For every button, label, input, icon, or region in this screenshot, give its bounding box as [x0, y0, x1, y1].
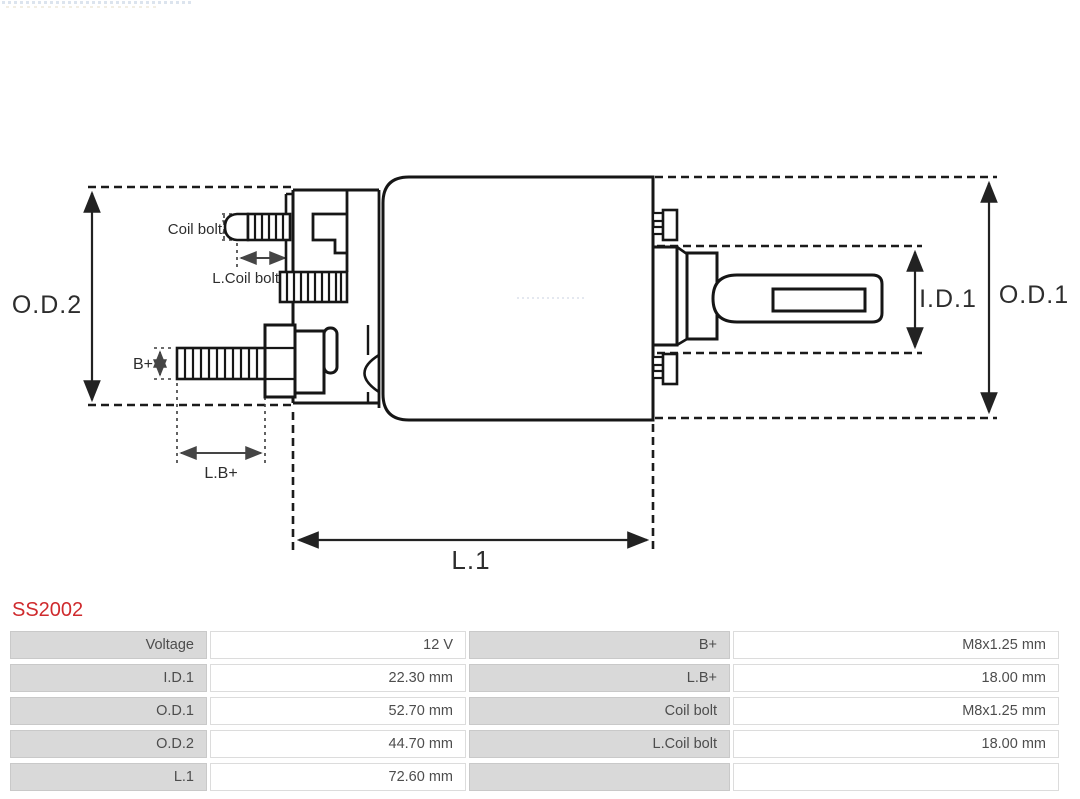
- spec-value: 18.00 mm: [733, 730, 1059, 758]
- coil-bolt-head: [225, 214, 248, 240]
- spec-label: O.D.2: [10, 730, 207, 758]
- l1-label: L.1: [451, 545, 491, 575]
- id1-label: I.D.1: [919, 285, 977, 313]
- spec-label: Coil bolt: [469, 697, 730, 725]
- spec-value: 18.00 mm: [733, 664, 1059, 692]
- l-coil-bolt-label: L.Coil bolt: [212, 270, 279, 287]
- coil-bolt-terminal: [225, 214, 290, 240]
- flange-notch-arc: [365, 355, 380, 392]
- spec-label: L.Coil bolt: [469, 730, 730, 758]
- spec-label: L.1: [10, 763, 207, 791]
- od1-label: O.D.1: [998, 281, 1070, 309]
- spec-value: 52.70 mm: [210, 697, 466, 725]
- b-plus-label: B+: [132, 356, 153, 373]
- spec-table: [10, 631, 1059, 791]
- spec-value: M8x1.25 mm: [733, 631, 1059, 659]
- spec-label: [469, 763, 730, 791]
- spec-label: O.D.1: [10, 697, 207, 725]
- b-plus-nut: [265, 325, 295, 397]
- plunger-slot: [773, 289, 865, 311]
- spec-value: M8x1.25 mm: [733, 697, 1059, 725]
- dotted-reference-lines: [154, 214, 265, 463]
- part-number-link[interactable]: SS2002: [12, 599, 84, 621]
- coil-bolt-label: Coil bolt: [167, 221, 222, 238]
- spec-value: [733, 763, 1059, 791]
- b-plus-block: [295, 331, 324, 393]
- plunger-assembly: [653, 210, 882, 384]
- spec-value: 72.60 mm: [210, 763, 466, 791]
- spec-label: B+: [469, 631, 730, 659]
- lower-tab: [663, 354, 677, 384]
- end-cap-inner: [653, 247, 677, 345]
- spec-value: 44.70 mm: [210, 730, 466, 758]
- od2-label: O.D.2: [11, 291, 83, 319]
- spec-value: 22.30 mm: [210, 664, 466, 692]
- coil-bolt-bushing: [280, 272, 347, 302]
- b-plus-washer: [324, 328, 337, 373]
- spec-label: L.B+: [469, 664, 730, 692]
- spec-label: Voltage: [10, 631, 207, 659]
- upper-tab: [663, 210, 677, 240]
- spec-value: 12 V: [210, 631, 466, 659]
- b-plus-terminal: [177, 325, 337, 397]
- spec-label: I.D.1: [10, 664, 207, 692]
- b-plus-thread: [177, 348, 265, 379]
- lb-plus-label: L.B+: [204, 465, 238, 482]
